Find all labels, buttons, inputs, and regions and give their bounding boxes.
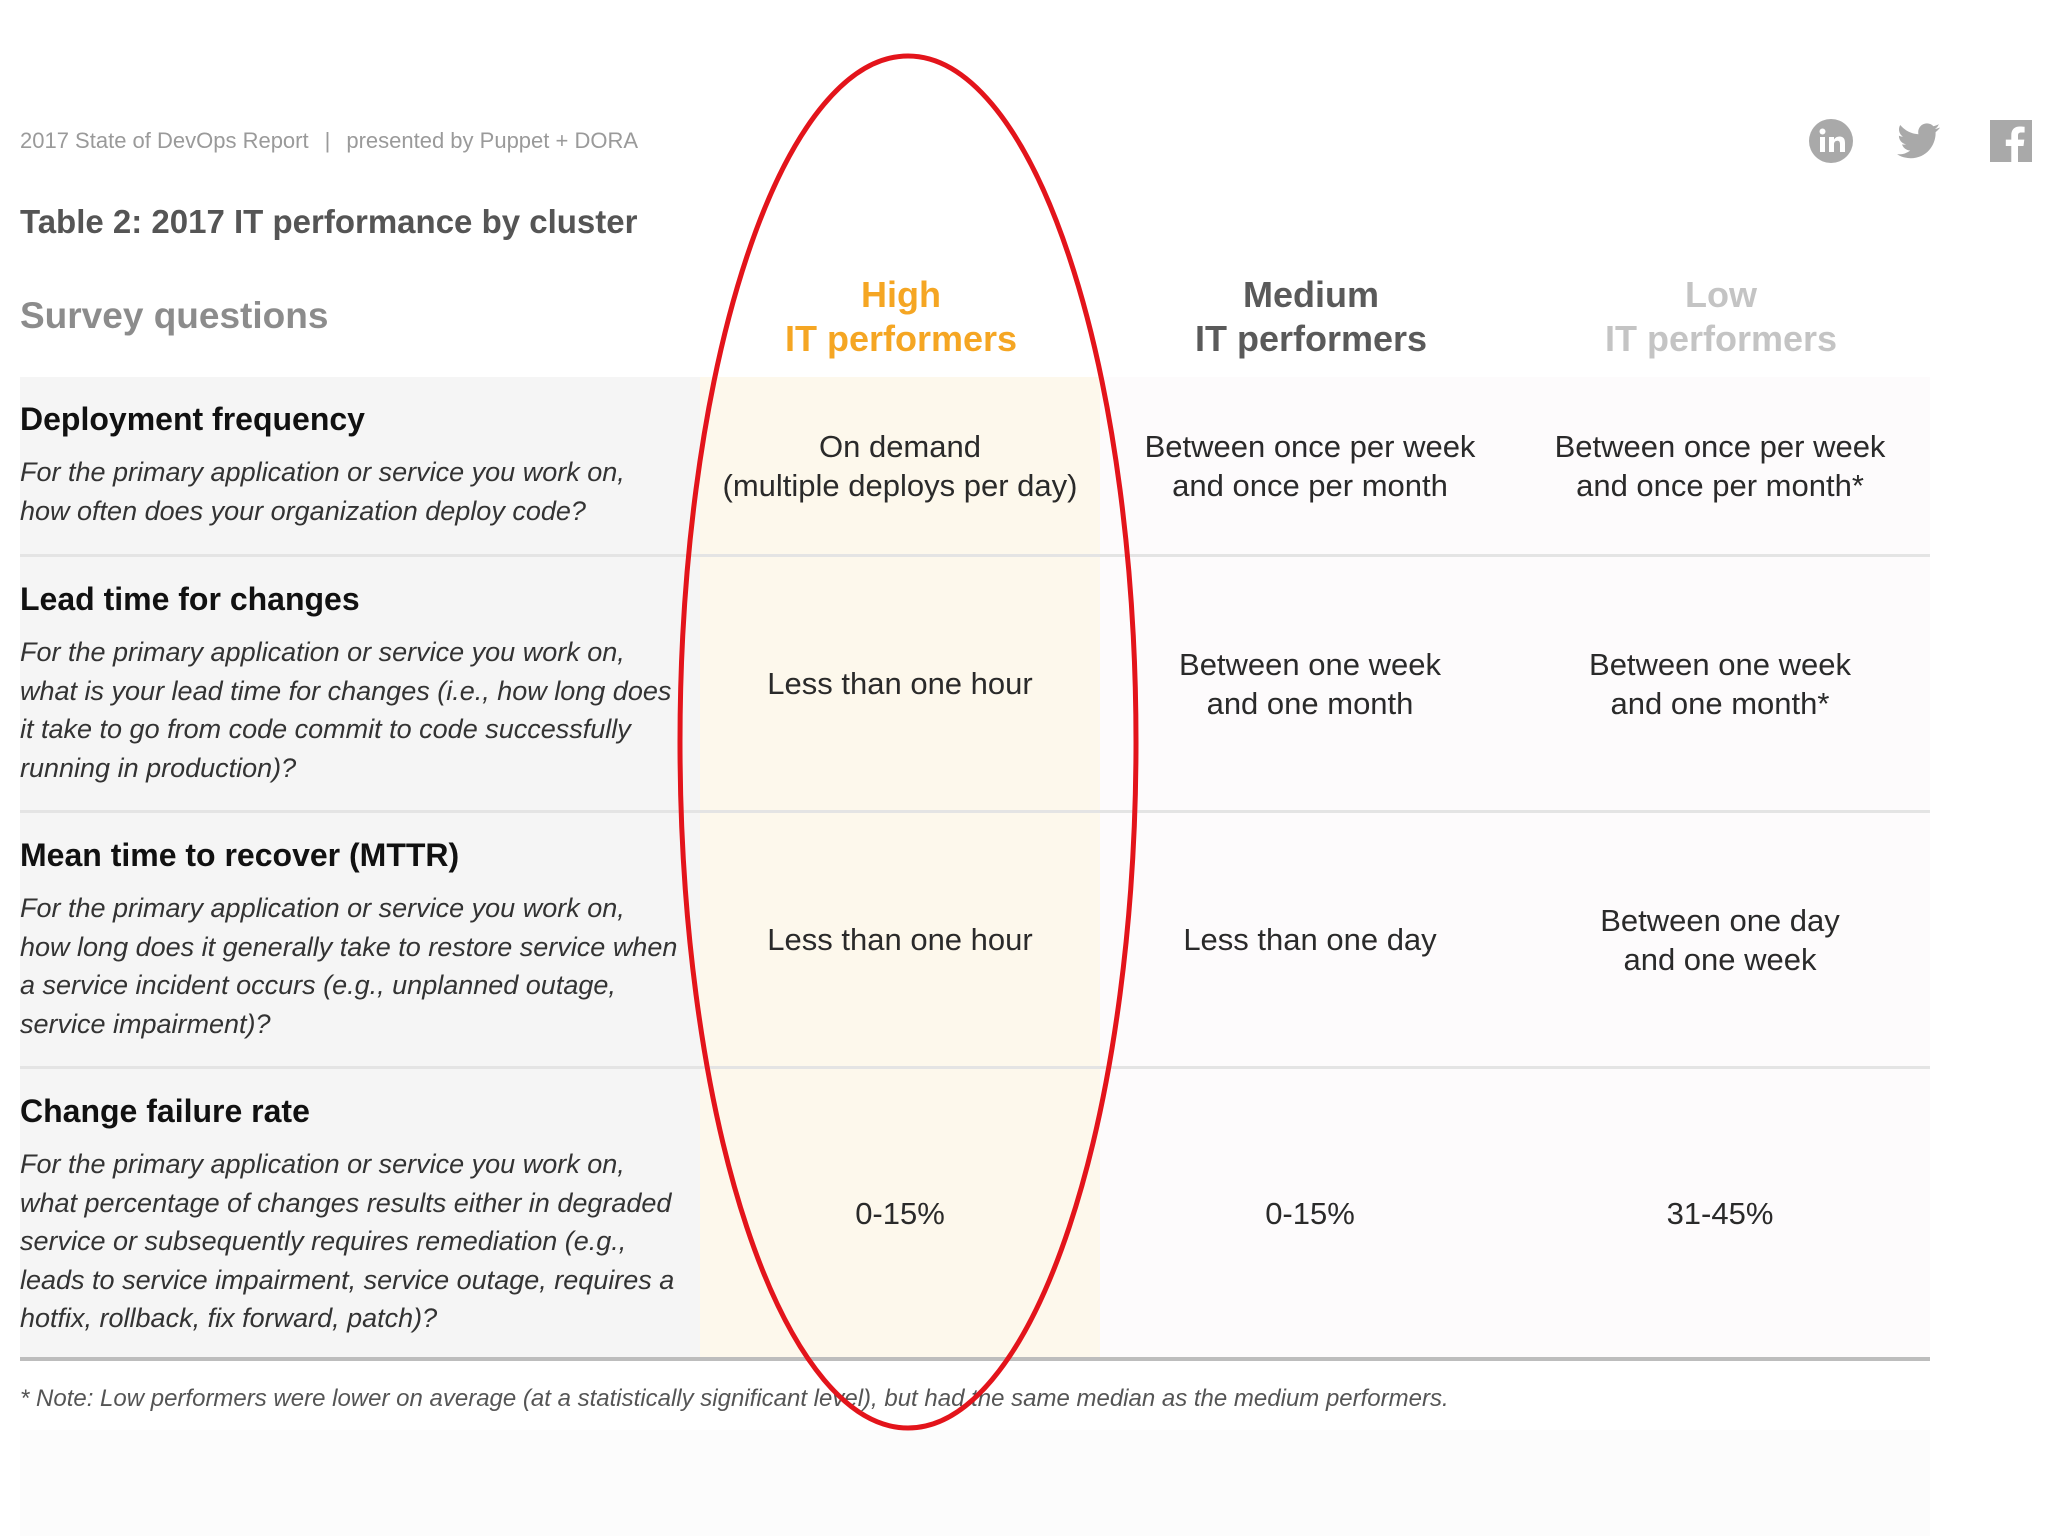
- medium-performer-value: Between once per week and once per month: [1144, 428, 1476, 503]
- survey-questions-heading: Survey questions: [20, 295, 329, 336]
- table-row: [20, 377, 1930, 557]
- twitter-icon[interactable]: [1896, 118, 1942, 164]
- column-header-high-line1: High: [861, 274, 941, 315]
- question-title: Change failure rate: [20, 1093, 310, 1129]
- question-description: For the primary application or service you work on, what is your lead time for changes (i.e., how long does it take to go from code commit to code successfully running in production)?: [20, 637, 672, 783]
- high-performer-value: Less than one hour: [767, 922, 1033, 957]
- high-performer-value: 0-15%: [855, 1196, 945, 1231]
- table-row: [20, 1069, 1930, 1361]
- table-row: [20, 813, 1930, 1069]
- high-performer-value: On demand (multiple deploys per day): [722, 428, 1078, 503]
- linkedin-icon[interactable]: [1808, 118, 1854, 164]
- header-separator: |: [324, 128, 331, 153]
- medium-performer-value: 0-15%: [1265, 1196, 1355, 1231]
- column-header-high-line2: IT performers: [784, 318, 1018, 359]
- column-header-low-line2: IT performers: [1604, 318, 1838, 359]
- column-header-low: [1521, 273, 1921, 361]
- facebook-icon[interactable]: [1988, 118, 2034, 164]
- report-header: [20, 128, 638, 154]
- report-name: 2017 State of DevOps Report: [20, 128, 309, 153]
- column-header-medium-line1: Medium: [1242, 274, 1379, 315]
- question-description: For the primary application or service you work on, how long does it generally take to restore service when a service incident occurs (e.g., unplanned outage, service impairment)?: [20, 893, 678, 1039]
- medium-performer-value: Less than one day: [1183, 922, 1437, 957]
- low-performer-value: 31-45%: [1666, 1196, 1774, 1231]
- table-bottom-rule: [20, 1357, 1930, 1361]
- social-share-bar: [1788, 118, 2048, 166]
- column-header-low-line1: Low: [1685, 274, 1757, 315]
- table-footnote: * Note: Low performers were lower on average (at a statistically significant level), but had the same median as the medium performers.: [20, 1385, 1449, 1412]
- question-title: Lead time for changes: [20, 581, 360, 617]
- high-performer-value: Less than one hour: [767, 666, 1033, 701]
- table-row: [20, 557, 1930, 813]
- question-description: For the primary application or service you work on, what percentage of changes results either in degraded service or subsequently requires remediation (e.g., leads to service impairment, service outage, requires a hotfix, rollback, fix forward, patch)?: [20, 1149, 675, 1333]
- page-bottom-area: [20, 1430, 1930, 1536]
- column-header-medium: [1111, 273, 1511, 361]
- column-header-medium-line2: IT performers: [1194, 318, 1428, 359]
- question-title: Mean time to recover (MTTR): [20, 837, 460, 873]
- table-title: Table 2: 2017 IT performance by cluster: [20, 203, 638, 240]
- column-header-high: [701, 273, 1101, 361]
- report-presenter: presented by Puppet + DORA: [346, 128, 639, 153]
- question-description: For the primary application or service you work on, how often does your organization deploy code?: [20, 457, 625, 526]
- medium-performer-value: Between one week and one month: [1179, 646, 1441, 721]
- low-performer-value: Between one day and one week: [1600, 902, 1840, 977]
- low-performer-value: Between once per week and once per month*: [1554, 428, 1886, 503]
- low-performer-value: Between one week and one month*: [1589, 646, 1851, 721]
- question-title: Deployment frequency: [20, 401, 365, 437]
